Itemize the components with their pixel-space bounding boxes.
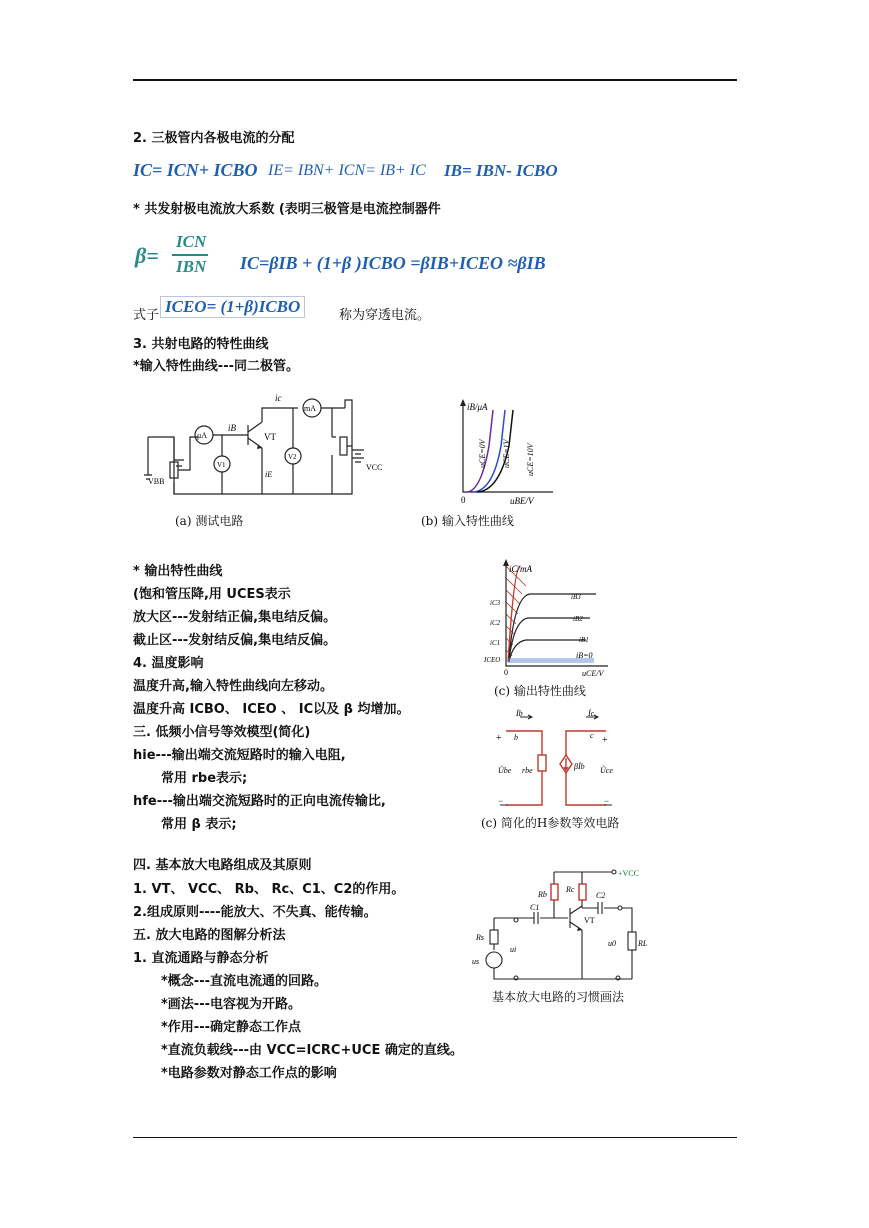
amp-rl-label: RL	[638, 939, 648, 948]
section-five-item-3: *直流负载线---由 VCC=ICRC+UCE 确定的直线。	[161, 1043, 463, 1058]
output-origin-label: 0	[504, 668, 508, 677]
formula-iceo: ICEO= (1+β)ICBO	[160, 296, 305, 318]
temp-line-2: 温度升高 ICBO、 ICEO 、 IC以及 β 均增加。	[133, 702, 410, 717]
ib0-label: iB=0	[576, 651, 593, 660]
temp-line-1: 温度升高,输入特性曲线向左移动。	[133, 679, 333, 694]
section-five-item-2: *作用---确定静态工作点	[161, 1020, 301, 1035]
ic-label: ic	[275, 393, 282, 403]
section-five-item-0: *概念---直流电流通的回路。	[161, 974, 327, 989]
amp-vcc-label: +VCC	[618, 869, 639, 878]
ic-axis-label: iC/mA	[509, 564, 533, 574]
formula-ie: IE= IBN+ ICN= IB+ IC	[268, 162, 426, 179]
header-rule	[133, 79, 737, 81]
footer-rule	[133, 1137, 737, 1138]
section-five-item-4: *电路参数对静态工作点的影响	[161, 1066, 337, 1081]
amp-uo-label: u0	[608, 939, 616, 948]
ib2-label: iB2	[573, 615, 583, 623]
formula-ib: IB= IBN- ICBO	[444, 161, 558, 180]
uce10-label: uCE=10V	[526, 443, 535, 476]
h-uce-label: Ůce	[600, 766, 613, 775]
ic1-label: iC1	[490, 639, 501, 647]
uce0-label: uCE=0V	[478, 439, 487, 468]
h-plus-left: +	[496, 733, 502, 744]
amp-ui-label: ui	[510, 945, 517, 954]
ib-axis-label: iB/μA	[467, 402, 488, 412]
beta-denominator: IBN	[176, 257, 207, 276]
ie-label: iE	[265, 470, 273, 479]
beta-symbol: β=	[135, 243, 159, 268]
ib1-label: iB1	[579, 636, 589, 644]
output-curve-chart	[478, 558, 623, 680]
section-four-line2: 2.组成原则----能放大、不失真、能传输。	[133, 905, 377, 920]
output-line-2: 放大区---发射结正偏,集电结反偏。	[133, 610, 337, 625]
hie-sub: 常用 rbe表示;	[161, 771, 248, 786]
ic2-label: iC2	[490, 619, 501, 627]
basic-amplifier-circuit	[470, 862, 660, 986]
amp-us-label: us	[472, 957, 480, 966]
h-parameter-circuit	[492, 707, 624, 811]
ube-axis-label: uBE/V	[510, 496, 534, 506]
v1-label: V1	[217, 461, 226, 469]
amp-vt-label: VT	[584, 916, 595, 925]
h-ib-label: İb	[516, 709, 523, 718]
amp-rs-label: Rs	[476, 933, 484, 942]
h-minus-left: −	[498, 796, 504, 806]
formula-ic: IC= ICN+ ICBO	[133, 160, 258, 180]
output-line-0: * 输出特性曲线	[133, 564, 223, 579]
input-curve-chart	[455, 396, 560, 508]
h-c-label: c	[590, 731, 594, 740]
test-circuit-diagram	[140, 390, 390, 505]
caption-h: (c) 简化的H参数等效电路	[481, 816, 620, 830]
uce-axis-label: uCE/V	[582, 669, 604, 678]
vt-label: VT	[264, 432, 276, 442]
section-five-subheading: 1. 直流通路与静态分析	[133, 951, 269, 966]
caption-a: (a) 测试电路	[175, 514, 244, 528]
caption-c: (c) 输出特性曲线	[494, 684, 586, 698]
model-heading: 三. 低频小信号等效模型(简化)	[133, 725, 311, 740]
beta-heading: * 共发射极电流放大系数 (表明三极管是电流控制器件	[133, 202, 441, 217]
caption-b: (b) 输入特性曲线	[421, 514, 514, 528]
h-ic-label: İc	[588, 709, 595, 718]
h-source-label: βİb	[574, 762, 585, 771]
iceo-label: ICEO	[484, 656, 501, 664]
section3-heading: 3. 共射电路的特性曲线	[133, 337, 269, 352]
input-curve-line: *输入特性曲线---同二极管。	[133, 359, 299, 374]
formula-ic-beta: IC=βIB + (1+β )ICBO =βIB+ICEO ≈βIB	[240, 253, 546, 273]
section-five-heading: 五. 放大电路的图解分析法	[133, 928, 286, 943]
ib3-label: iB3	[571, 593, 581, 601]
section-four-heading: 四. 基本放大电路组成及其原则	[133, 858, 312, 873]
h-minus-right: −	[604, 796, 610, 806]
vcc-label: VCC	[366, 463, 383, 472]
output-line-3: 截止区---发射结反偏,集电结反偏。	[133, 633, 337, 648]
output-line-1: (饱和管压降,用 UCES表示	[133, 587, 291, 602]
v2-label: V2	[288, 453, 297, 461]
h-b-label: b	[514, 733, 518, 742]
section2-heading: 2. 三极管内各极电流的分配	[133, 131, 295, 146]
caption-amplifier: 基本放大电路的习惯画法	[492, 990, 625, 1004]
uce1-label: uCE=1V	[502, 439, 511, 468]
hfe-line: hfe---输出端交流短路时的正向电流传输比,	[133, 794, 386, 809]
amp-rb-label: Rb	[538, 890, 547, 899]
amp-c1-label: C1	[530, 903, 540, 912]
hfe-sub: 常用 β 表示;	[161, 817, 237, 832]
suffix-text: 称为穿透电流。	[339, 308, 431, 323]
hie-line: hie---输出端交流短路时的输入电阻,	[133, 748, 346, 763]
section-four-line1: 1. VT、 VCC、 Rb、 Rc、C1、C2的作用。	[133, 882, 405, 897]
amp-rc-label: Rc	[566, 885, 575, 894]
section4-heading: 4. 温度影响	[133, 656, 204, 671]
h-rbe-label: rbe	[522, 766, 533, 775]
fraction-bar	[172, 254, 208, 256]
ic3-label: iC3	[490, 599, 501, 607]
prefix-text: 式子	[133, 308, 160, 323]
ib-label: iB	[228, 423, 236, 433]
ma-meter-label: mA	[304, 404, 316, 413]
origin-label: 0	[461, 495, 466, 505]
h-ube-label: Ůbe	[498, 766, 512, 775]
beta-numerator: ICN	[176, 232, 207, 251]
h-plus-right: +	[602, 735, 608, 746]
section-five-item-1: *画法---电容视为开路。	[161, 997, 301, 1012]
ua-meter-label: μA	[197, 431, 208, 440]
vbb-label: VBB	[148, 477, 165, 486]
amp-c2-label: C2	[596, 891, 606, 900]
